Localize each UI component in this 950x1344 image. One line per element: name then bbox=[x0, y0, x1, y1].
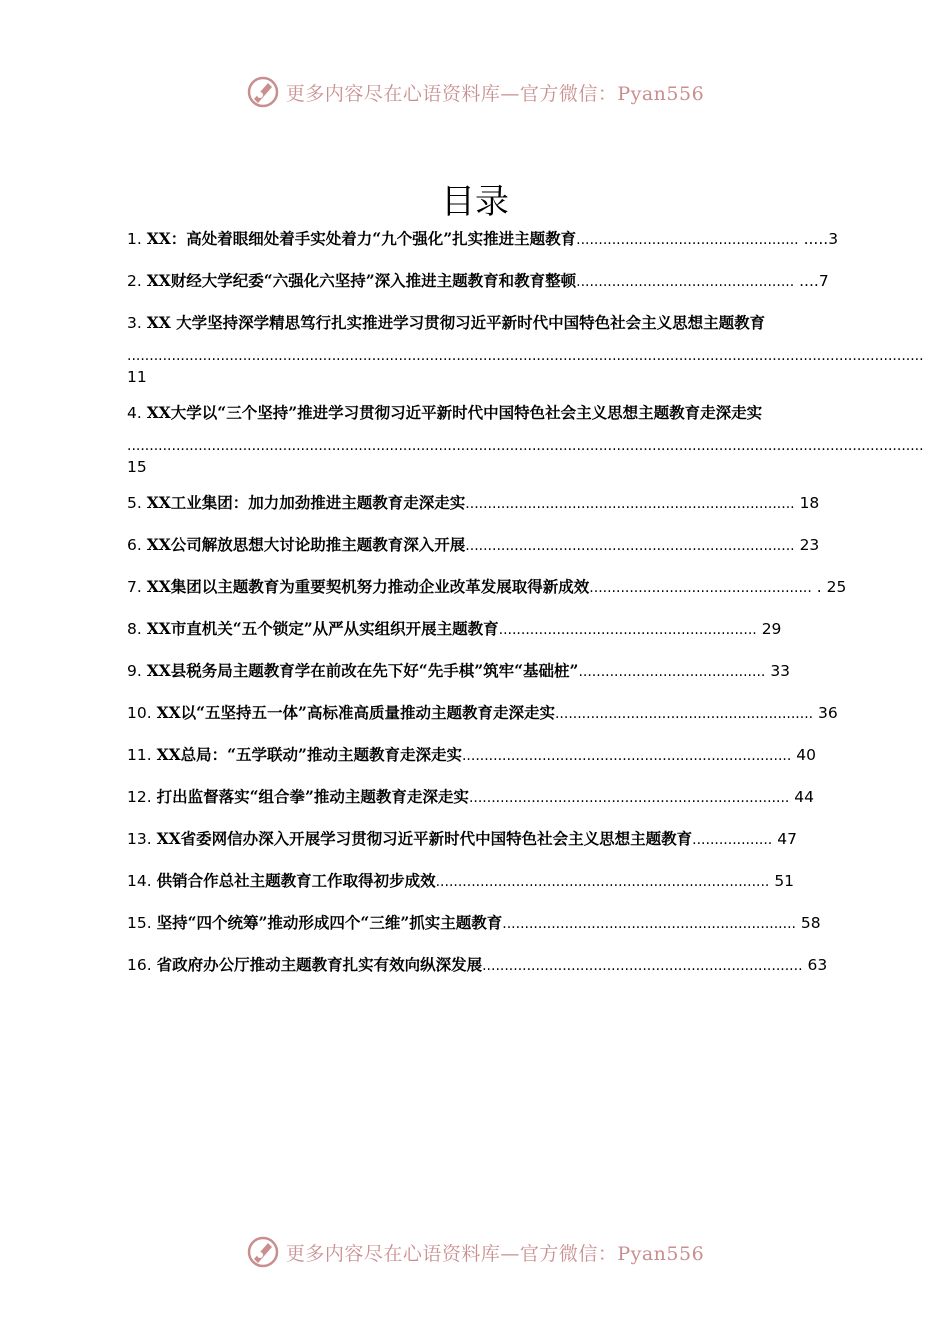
toc-entry[interactable] bbox=[127, 744, 875, 767]
toc-entry[interactable] bbox=[127, 828, 875, 851]
toc-entry-page: 58 bbox=[800, 914, 821, 932]
toc-entry-number: 15. bbox=[127, 914, 152, 932]
toc-entry-leader: .......................................................................... bbox=[465, 538, 795, 554]
toc-entry-title: XX省委网信办深入开展学习贯彻习近平新时代中国特色社会主义思想主题教育 bbox=[156, 829, 693, 848]
toc-entry-leader: ........................................................................ bbox=[482, 958, 803, 974]
watermark-banner-top bbox=[0, 72, 950, 112]
toc-entry-page: 23 bbox=[799, 536, 820, 554]
toc-entry-number: 6. bbox=[127, 536, 142, 554]
toc-entry-page: 63 bbox=[807, 956, 828, 974]
watermark-text: 更多内容尽在心语资料库—官方微信：Pyan556 bbox=[285, 1242, 705, 1265]
toc-entry-page: 44 bbox=[794, 788, 815, 806]
toc-entry-leader: ........................................................................... bbox=[435, 874, 770, 890]
toc-entry-leader: .......................................................................... bbox=[465, 496, 795, 512]
toc-entry-number: 7. bbox=[127, 578, 142, 596]
toc-entry-number: 5. bbox=[127, 494, 142, 512]
table-of-contents bbox=[127, 228, 924, 996]
toc-entry-leader: .......................................................... bbox=[498, 622, 757, 638]
toc-entry-leader: .......................................................................... bbox=[461, 748, 792, 764]
toc-entry[interactable] bbox=[127, 912, 875, 935]
toc-entry-title: XX财经大学纪委“六强化六坚持”深入推进主题教育和教育整顿 bbox=[146, 271, 577, 290]
toc-entry-leader: .................................................................. bbox=[502, 916, 796, 932]
toc-entry-leader: .......................................................... bbox=[554, 706, 814, 722]
toc-entry[interactable] bbox=[127, 954, 875, 977]
toc-entry-title: XX大学以“三个坚持”推进学习贯彻习近平新时代中国特色社会主义思想主题教育走深走实 bbox=[146, 403, 763, 422]
toc-entry-title: XX：高处着眼细处着手实处着力“九个强化”扎实推进主题教育 bbox=[146, 229, 577, 248]
toc-entry-title: XX工业集团：加力加劲推进主题教育走深走实 bbox=[146, 493, 466, 512]
toc-entry-leader: ................................................................................................................................................................................... bbox=[127, 348, 924, 364]
toc-entry-leader: .................................................. bbox=[589, 580, 812, 596]
toc-entry[interactable] bbox=[127, 270, 875, 293]
toc-entry[interactable] bbox=[127, 492, 875, 515]
toc-entry-leader: ........................................................................ bbox=[468, 790, 790, 806]
toc-entry-leader: .................................................. bbox=[576, 232, 799, 248]
toc-entry-number: 11. bbox=[127, 746, 152, 764]
toc-entry-title: XX市直机关“五个锁定”从严从实组织开展主题教育 bbox=[146, 619, 499, 638]
watermark-banner-bottom bbox=[0, 1232, 950, 1272]
toc-entry-leader: .......................................... bbox=[578, 664, 766, 680]
toc-entry-page: 18 bbox=[799, 494, 820, 512]
toc-entry-title: 打出监督落实“组合拳”推动主题教育走深走实 bbox=[156, 787, 469, 806]
toc-entry-page: 15 bbox=[127, 458, 147, 476]
toc-entry[interactable] bbox=[127, 702, 875, 725]
toc-entry-page: 36 bbox=[818, 704, 838, 722]
toc-entry-title: XX 大学坚持深学精思笃行扎实推进学习贯彻习近平新时代中国特色社会主义思想主题教育 bbox=[146, 313, 766, 332]
toc-entry-leader: .................. bbox=[692, 832, 773, 848]
toc-entry-leader: ................................................................................................................................................................................... bbox=[127, 438, 924, 454]
toc-entry-title: XX以“五坚持五一体”高标准高质量推动主题教育走深走实 bbox=[156, 703, 555, 722]
toc-entry[interactable] bbox=[127, 576, 875, 599]
toc-entry-title: 坚持“四个统筹”推动形成四个“三维”抓实主题教育 bbox=[156, 913, 503, 932]
toc-entry-number: 2. bbox=[127, 272, 142, 290]
toc-entry-page: 51 bbox=[774, 872, 795, 890]
toc-entry-number: 16. bbox=[127, 956, 152, 974]
toc-entry-page: 11 bbox=[127, 368, 147, 386]
toc-entry[interactable] bbox=[127, 312, 924, 388]
toc-entry[interactable] bbox=[127, 534, 875, 557]
toc-entry-page: 40 bbox=[796, 746, 816, 764]
toc-entry-title: XX总局：“五学联动”推动主题教育走深走实 bbox=[156, 745, 462, 764]
watermark-logo-icon bbox=[246, 75, 280, 109]
toc-entry-title: 省政府办公厅推动主题教育扎实有效向纵深发展 bbox=[156, 955, 483, 974]
toc-entry-title: XX集团以主题教育为重要契机努力推动企业改革发展取得新成效 bbox=[146, 577, 590, 596]
toc-entry[interactable] bbox=[127, 228, 875, 251]
watermark-text: 更多内容尽在心语资料库—官方微信：Pyan556 bbox=[285, 82, 705, 105]
toc-entry-number: 8. bbox=[127, 620, 142, 638]
page-title: 目录 bbox=[441, 182, 509, 222]
toc-entry-title: XX县税务局主题教育学在前改在先下好“先手棋”筑牢“基础桩” bbox=[146, 661, 579, 680]
toc-entry[interactable] bbox=[127, 870, 875, 893]
toc-entry-number: 1. bbox=[127, 230, 142, 248]
toc-entry-number: 12. bbox=[127, 788, 152, 806]
toc-entry-number: 9. bbox=[127, 662, 142, 680]
toc-entry-page: .....3 bbox=[803, 230, 839, 248]
toc-entry-number: 4. bbox=[127, 404, 142, 422]
toc-entry-page: . 25 bbox=[816, 578, 847, 596]
toc-entry[interactable] bbox=[127, 786, 875, 809]
toc-entry-number: 14. bbox=[127, 872, 152, 890]
toc-entry-page: ....7 bbox=[799, 272, 829, 290]
toc-entry-number: 3. bbox=[127, 314, 142, 332]
toc-entry-number: 13. bbox=[127, 830, 152, 848]
toc-entry-page: 33 bbox=[770, 662, 791, 680]
watermark-logo-icon bbox=[246, 1235, 280, 1269]
toc-entry-number: 10. bbox=[127, 704, 152, 722]
toc-entry-page: 29 bbox=[761, 620, 782, 638]
toc-entry-leader: ................................................. bbox=[576, 274, 795, 290]
toc-entry[interactable] bbox=[127, 402, 924, 478]
toc-entry-title: XX公司解放思想大讨论助推主题教育深入开展 bbox=[146, 535, 466, 554]
toc-entry[interactable] bbox=[127, 660, 875, 683]
toc-entry-title: 供销合作总社主题教育工作取得初步成效 bbox=[156, 871, 436, 890]
toc-entry-page: 47 bbox=[777, 830, 797, 848]
toc-entry[interactable] bbox=[127, 618, 875, 641]
